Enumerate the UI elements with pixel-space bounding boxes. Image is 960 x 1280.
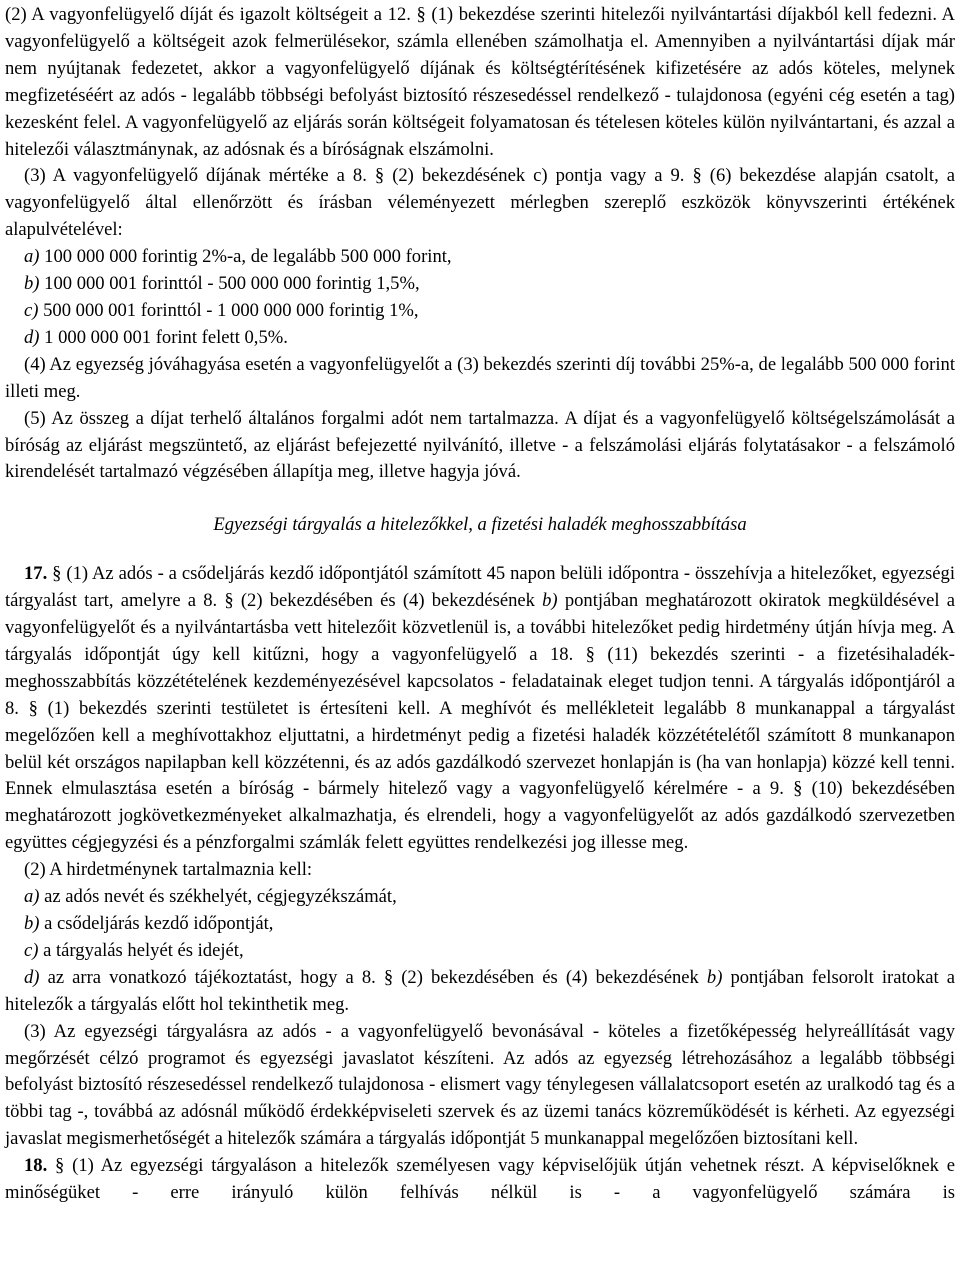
section-17-paragraph-1 [5, 561, 955, 857]
section-text: § (1) Az egyezségi tárgyaláson a hitelezők személyesen vagy képviselőjük útján vehetnek részt. A képviselőknek e minőségüket - erre irányuló külön felhívás nélkül is - a vagyonfelügyelő számára is [5, 1155, 955, 1204]
list-item [5, 244, 955, 271]
fee-list [5, 244, 955, 352]
list-item-text: 500 000 001 forinttól - 1 000 000 000 forintig 1%, [38, 299, 419, 321]
section-number: 18. [24, 1155, 48, 1177]
section-text: § (1) Az adós - a csődeljárás kezdő időpontjától számított 45 napon belüli időpontra - összehívja a hitelezőket, egyezségi tárgyalást tart, amelyre a 8. § (2) bekezdésében és (4) bekezdésének [5, 563, 955, 612]
list-item [5, 271, 955, 298]
section-text: pontjában meghatározott okiratok megküldésével a vagyonfelügyelőt és a nyilvántartásba vett hitelezőit közvetlenül is, a további hitelezőket pedig hirdetmény útján hívja meg. A tárgyalás időpontját úgy kell kitűzni, hogy a vagyonfelügyelő a 18. § (11) bekezdés szerinti - a fizetésihaladék-meghosszabbítás közzétételének kezdeményezésével kapcsolatos - feladatainak eleget tudjon tenni. A tárgyalás időpontjáról a 8. § (1) bekezdés szerinti testületet is értesíteni kell. A meghívót és mellékleteit legalább 8 munkanappal a tárgyalást megelőzően kell a meghívottakhoz eljuttatni, a hirdetményt pedig a fizetési haladék közzétételétől számított 8 munkanapon belül két országos napilapban kell közzétenni, és az adós gazdálkodó szervezet honlapján is (ha van honlapja) közzé kell tenni. Ennek elmulasztása esetén a bíróság - bármely hitelező vagy a vagyonfelügyelő kérelmére - a 9. § (10) bekezdésében meghatározott jogkövetkezményeket alkalmazhatja, és elrendeli, hogy a vagyonfelügyelőt az adós gazdálkodó szervezetben együttes cégjegyzési és a pénzforgalmi számlák felett együttes rendelkezési jog illesse meg. [5, 590, 955, 854]
list-item [5, 911, 955, 938]
list-item [5, 325, 955, 352]
list-item-label: b) [24, 913, 40, 934]
list-item-text-italic: b) [706, 966, 723, 988]
list-item-label: b) [24, 273, 40, 295]
section-heading: Egyezségi tárgyalás a hitelezőkkel, a fizetési haladék meghosszabbítása [213, 514, 747, 536]
list-item-label: c) [24, 299, 39, 321]
list-item-text: 100 000 001 forinttól - 500 000 000 forintig 1,5%, [39, 273, 420, 295]
list-item-label: a) [24, 886, 40, 908]
list-item [5, 884, 955, 911]
list-item-label: d) [24, 966, 40, 988]
section-text-italic: b) [542, 590, 558, 612]
paragraph-16-5: (5) Az összeg a díjat terhelő általános forgalmi adót nem tartalmazza. A díjat és a vagyonfelügyelő költségelszámolását a bíróság az eljárást megszüntető, az eljárást befejezetté nyilvánító, illetve - a felszámolási eljárás folytatásakor - a felszámoló kirendelését tartalmazó végzésében állapítja meg, illetve hagyja jóvá. [5, 407, 955, 483]
announcement-list [5, 884, 955, 1019]
list-item-label: d) [24, 326, 40, 348]
list-item-label: c) [24, 939, 39, 961]
section-number: 17. [24, 563, 48, 585]
list-item-text: az adós nevét és székhelyét, cégjegyzékszámát, [39, 886, 397, 908]
list-item [5, 298, 955, 325]
list-item [5, 965, 955, 1019]
paragraph-16-3: (3) A vagyonfelügyelő díjának mértéke a 8. § (2) bekezdésének c) pontja vagy a 9. § (6) bekezdése alapján csatolt, a vagyonfelügyelő által ellenőrzött és írásban véleményezett mérlegben szereplő eszközök könyvszerinti értékének alapulvételével: [5, 165, 955, 241]
list-item-text: pontjában felsorolt iratokat a hitelezők a tárgyalás előtt hol tekinthetik meg. [5, 966, 955, 1015]
list-item-text: az arra vonatkozó tájékoztatást, hogy a 8. § (2) bekezdésében és (4) bekezdésének [39, 966, 707, 988]
section-17-paragraph-3: (3) Az egyezségi tárgyalásra az adós - a vagyonfelügyelő bevonásával - köteles a fizetőképesség helyreállítását vagy megőrzését célzó programot és egyezségi javaslatot készíteni. Az adós az egyezség létrehozásához a legalább többségi befolyást biztosító részesedéssel rendelkező tulajdonosa - elismert vagy ténylegesen vállalatcsoport esetén az uralkodó tag és a többi tag -, továbbá az adósnál működő érdekképviseleti szervek és az üzemi tanács közreműködését is kérheti. Az egyezségi javaslat megismerhetőségét a hitelezők számára a tárgyalás időpontját 5 munkanappal megelőzően biztosítani kell. [5, 1020, 955, 1150]
list-item-label: a) [24, 246, 40, 268]
announcement-intro: (2) A hirdetménynek tartalmaznia kell: [24, 859, 313, 881]
paragraph-16-2: (2) A vagyonfelügyelő díját és igazolt költségeit a 12. § (1) bekezdése szerinti hitelezői nyilvántartási díjakból kell fedezni. A vagyonfelügyelő a költségeit azok felmerülésekor, számla ellenében számolhatja el. Amennyiben a nyilvántartási díjak már nem nyújtanak fedezetet, akkor a vagyonfelügyelő díjának és költségtérítésének kifizetésére az adós köteles, melynek megfizetéséért az adós - legalább többségi befolyást biztosító részesedéssel rendelkező - tulajdonosa (egyéni cég esetén a tag) kezesként felel. A vagyonfelügyelő az eljárás során költségeit folyamatosan és tételesen köteles külön nyilvántartani, és azzal a hitelezői választmánynak, az adósnak és a bíróságnak elszámolni. [5, 4, 955, 160]
section-18-paragraph-1 [5, 1153, 955, 1207]
list-item-text: 1 000 000 001 forint felett 0,5%. [39, 326, 288, 348]
list-item [5, 938, 955, 965]
list-item-text: 100 000 000 forintig 2%-a, de legalább 500 000 forint, [39, 246, 452, 268]
list-item-text: a tárgyalás helyét és idejét, [38, 939, 244, 961]
list-item-text: a csődeljárás kezdő időpontját, [39, 913, 274, 934]
paragraph-16-4: (4) Az egyezség jóváhagyása esetén a vagyonfelügyelőt a (3) bekezdés szerinti díj további 25%-a, de legalább 500 000 forint illeti meg. [5, 353, 955, 402]
